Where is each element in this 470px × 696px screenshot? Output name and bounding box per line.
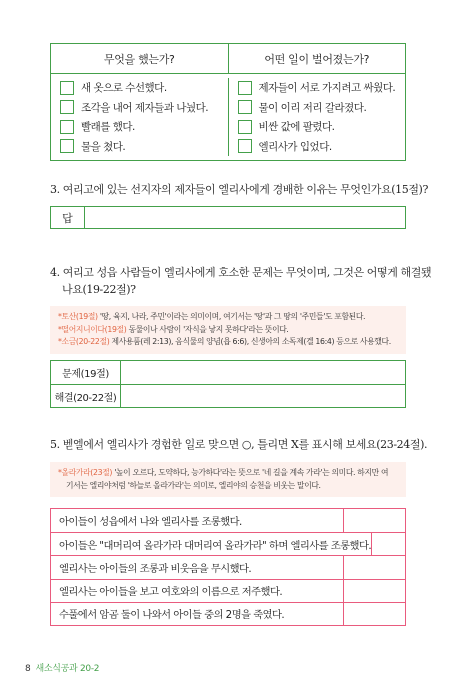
question-4-line-2: 나요(19-22절)? — [62, 283, 136, 296]
table-row — [51, 384, 405, 407]
list-item: 비싼 값에 팔렸다. — [238, 117, 406, 137]
answer-box — [50, 206, 406, 229]
list-item: 조각을 내어 제자들과 나눴다. — [60, 98, 228, 118]
table-row — [51, 555, 405, 578]
vocab-note-2 — [50, 462, 406, 497]
checkbox[interactable] — [60, 100, 74, 114]
list-item: 물이 이리 저리 갈라졌다. — [238, 98, 406, 118]
table-row — [51, 579, 405, 602]
solution-field[interactable] — [121, 385, 405, 407]
note-line: *떨어지니이다(19절) 동물이나 사람이 '자식을 낳지 못하다'라는 뜻이다. — [58, 324, 289, 334]
list-item: 빨래를 했다. — [60, 117, 228, 137]
answer-field[interactable] — [85, 207, 405, 228]
question-3: 3. 여리고에 있는 선지자의 제자들이 엘리사에게 경배한 이유는 무엇인가요(15절)? — [50, 183, 428, 196]
list-item: 새 옷으로 수선했다. — [60, 78, 228, 98]
note-line: *소금(20-22절) 제사용품(레 2:13), 음식물의 양념(욥 6:6), 신생아의 소독제(겔 16:4) 등으로 사용했다. — [58, 337, 391, 346]
mark-cell[interactable] — [344, 580, 405, 602]
list-item: 물을 쳤다. — [60, 137, 228, 157]
list-item: 엘리사가 입었다. — [238, 137, 406, 157]
activity-table — [50, 43, 406, 161]
header-what-did: 무엇을 했는가? — [51, 44, 229, 73]
page-footer — [25, 661, 99, 674]
table-row — [51, 361, 405, 384]
note-line: *올라가라(23절) '높이 오르다, 도약하다, 능가하다'라는 뜻으로 '네 길을 계속 가라'는 의미다. 하지만 여 — [58, 468, 389, 477]
problem-field[interactable] — [121, 361, 405, 384]
checkbox[interactable] — [238, 100, 252, 114]
checkbox[interactable] — [238, 139, 252, 153]
checkbox[interactable] — [60, 139, 74, 153]
activity-table-header — [51, 44, 405, 74]
checkbox[interactable] — [60, 120, 74, 134]
statement: 엘리사는 아이들을 보고 여호와의 이름으로 저주했다. — [51, 580, 344, 602]
checkbox[interactable] — [238, 81, 252, 95]
solution-label: 해결(20-22절) — [51, 385, 121, 407]
what-happened-column — [229, 78, 406, 156]
mark-cell[interactable] — [372, 533, 405, 555]
page-number: 8 — [25, 664, 31, 674]
mark-cell[interactable] — [344, 509, 405, 532]
answer-label: 답 — [51, 207, 85, 228]
true-false-table — [50, 508, 406, 626]
table-row — [51, 602, 405, 625]
header-what-happened: 어떤 일이 벌어졌는가? — [264, 52, 370, 66]
question-4-line-1: 4. 여리고 성읍 사람들이 엘리사에게 호소한 문제는 무엇이며, 그것은 어떻게 해결됐 — [50, 266, 432, 279]
list-item: 제자들이 서로 가지려고 싸웠다. — [238, 78, 406, 98]
problem-solution-table — [50, 360, 406, 408]
table-row — [51, 509, 405, 532]
statement: 엘리사는 아이들의 조롱과 비웃음을 무시했다. — [51, 556, 344, 578]
book-title: 새소식공과 20-2 — [35, 664, 100, 674]
statement: 아이들이 성읍에서 나와 엘리사를 조롱했다. — [51, 509, 344, 532]
note-line: *토산(19절) '땅, 육지, 나라, 주민'이라는 의미이며, 여기서는 '땅'과 그 땅의 '주민들'도 포함된다. — [58, 312, 366, 321]
table-row — [51, 532, 405, 555]
what-did-column — [51, 78, 229, 156]
statement: 아이들은 "대머리여 올라가라 대머리여 올라가라" 하며 엘리사를 조롱했다. — [51, 533, 372, 555]
vocab-note-1 — [50, 306, 406, 354]
checkbox[interactable] — [238, 120, 252, 134]
problem-label: 문제(19절) — [51, 361, 121, 384]
note-line: 기서는 엘리야처럼 '하늘로 올라가라'는 의미로, 엘리야의 승천을 비웃는 말이다. — [66, 480, 321, 490]
mark-cell[interactable] — [344, 556, 405, 578]
question-5: 5. 벧엘에서 엘리사가 경험한 일로 맞으면 ○, 틀리면 X를 표시해 보세요(23-24절). — [50, 438, 428, 451]
mark-cell[interactable] — [344, 603, 405, 625]
statement: 수풀에서 암곰 둘이 나와서 아이들 중의 2명을 죽였다. — [51, 603, 344, 625]
checkbox[interactable] — [60, 81, 74, 95]
